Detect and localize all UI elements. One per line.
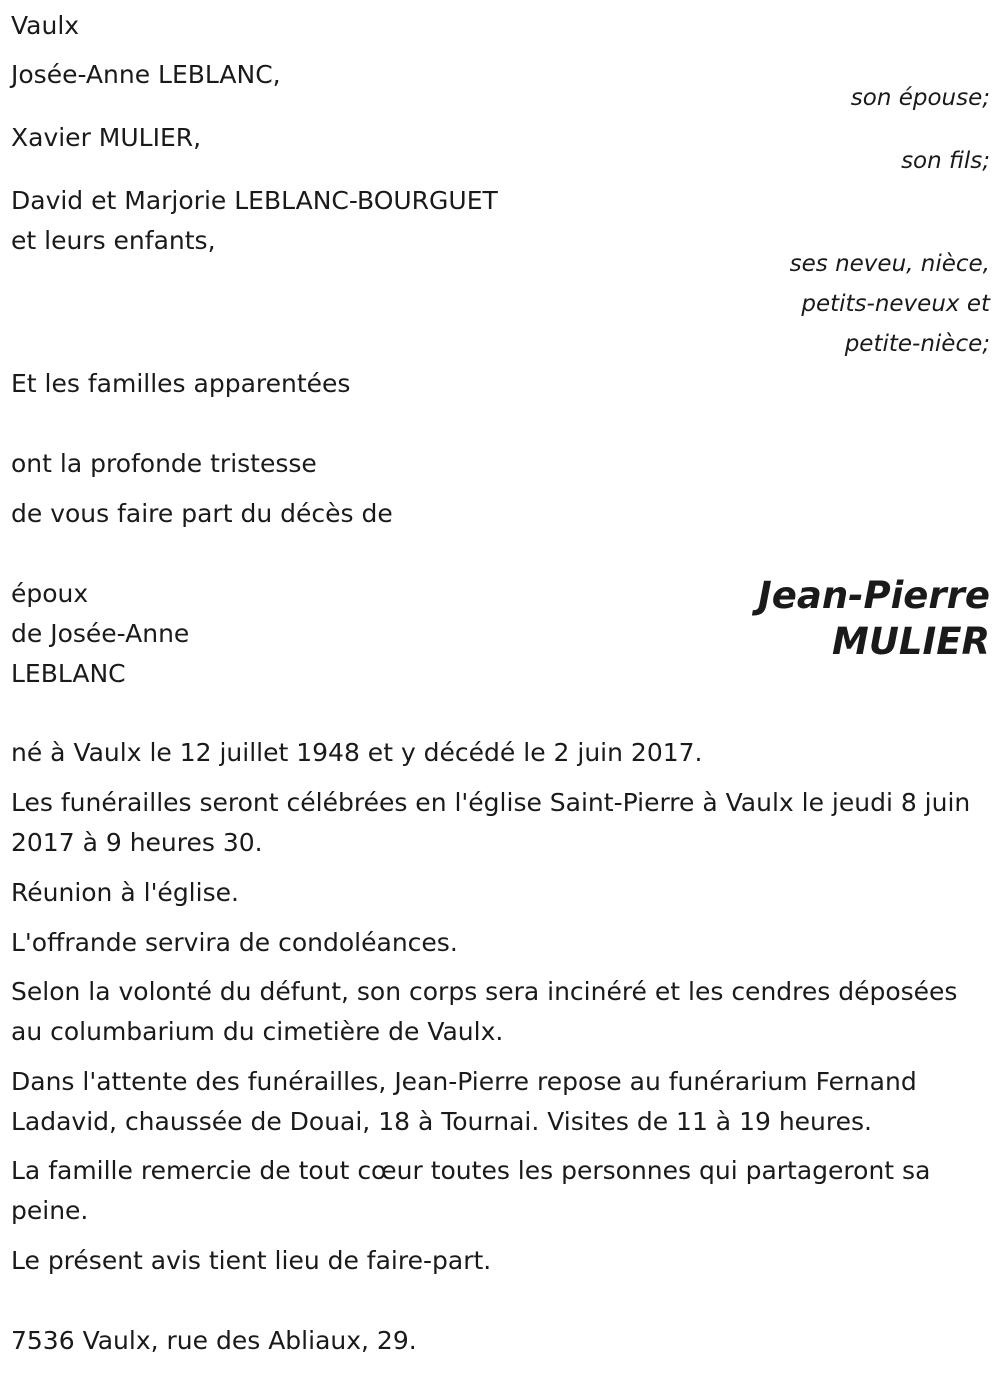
body-paragraph-cremation: Selon la volonté du défunt, son corps sera incinéré et les cendres déposées au columbarium du cimetière de Vaulx. bbox=[11, 977, 958, 1046]
body-paragraph-funerarium: Dans l'attente des funérailles, Jean-Pierre repose au funérarium Fernand Ladavid, chaussée de Douai, 18 à Tournai. Visites de 11 à 19 heures. bbox=[11, 1067, 917, 1136]
spouse-info-line3: LEBLANC bbox=[11, 659, 126, 688]
announcement-line1: ont la profonde tristesse bbox=[11, 449, 317, 478]
family-member-1-relation: son épouse; bbox=[850, 85, 990, 111]
family-member-3-name-line2: et leurs enfants, bbox=[11, 226, 216, 255]
family-member-1-name: Josée-Anne LEBLANC, bbox=[11, 60, 281, 89]
spouse-info-line2: de Josée-Anne bbox=[11, 619, 190, 648]
family-member-3-relation-line1: ses neveu, nièce, bbox=[789, 251, 990, 277]
families-line: Et les familles apparentées bbox=[11, 369, 351, 398]
spouse-info-line1: époux bbox=[11, 579, 89, 608]
body-paragraph-funeral: Les funérailles seront célébrées en l'église Saint-Pierre à Vaulx le jeudi 8 juin 2017 à 9 heures 30. bbox=[11, 788, 971, 857]
body-paragraph-offering: L'offrande servira de condoléances. bbox=[11, 928, 458, 957]
family-member-3-relation-line2: petits-neveux et bbox=[801, 291, 990, 317]
deceased-last-name: MULIER bbox=[832, 620, 990, 663]
announcement-line2: de vous faire part du décès de bbox=[11, 499, 393, 528]
address: 7536 Vaulx, rue des Abliaux, 29. bbox=[11, 1326, 417, 1355]
body-paragraph-notice: Le présent avis tient lieu de faire-part. bbox=[11, 1246, 492, 1275]
deceased-first-name: Jean-Pierre bbox=[757, 574, 990, 617]
family-member-3-name: David et Marjorie LEBLANC-BOURGUET bbox=[11, 186, 498, 215]
body-paragraph-meeting: Réunion à l'église. bbox=[11, 878, 239, 907]
family-member-2-name: Xavier MULIER, bbox=[11, 123, 202, 152]
deceased-name bbox=[758, 573, 990, 665]
family-member-2-relation: son fils; bbox=[901, 148, 990, 174]
body-paragraph-birth: né à Vaulx le 12 juillet 1948 et y décédé le 2 juin 2017. bbox=[11, 738, 703, 767]
family-member-3-relation-line3: petite-nièce; bbox=[844, 331, 990, 357]
header-town: Vaulx bbox=[11, 11, 80, 40]
body-paragraph-thanks: La famille remercie de tout cœur toutes les personnes qui partageront sa peine. bbox=[11, 1156, 931, 1225]
